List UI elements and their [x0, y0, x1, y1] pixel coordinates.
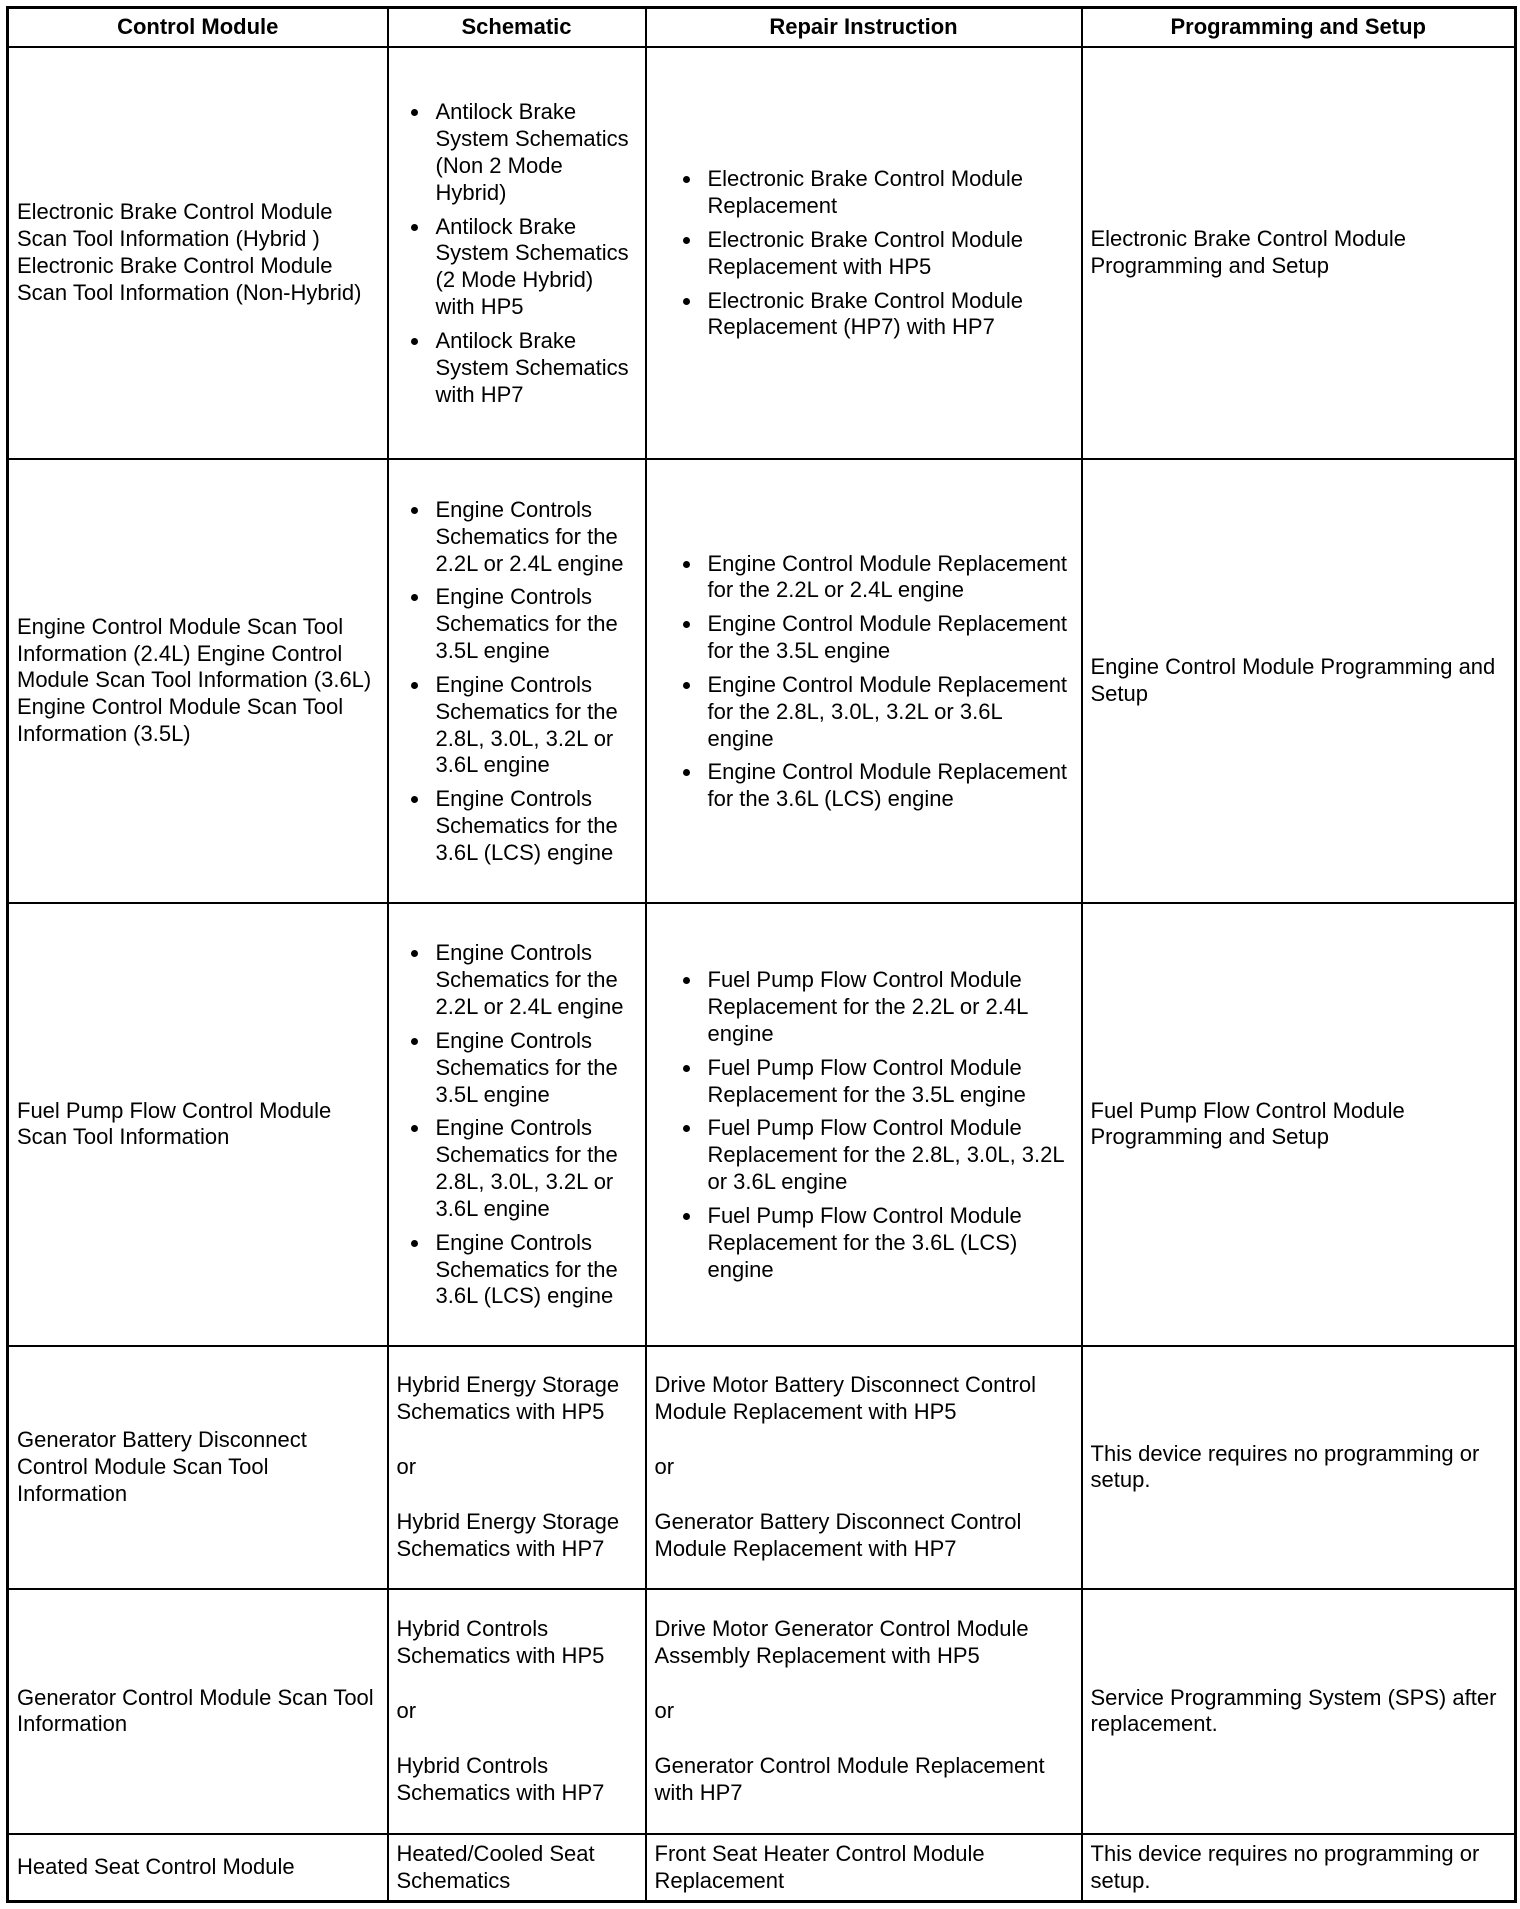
schematic-text: Hybrid Controls Schematics with HP7 — [396, 1752, 605, 1805]
repair-item: • Fuel Pump Flow Control Module Replacement for the 2.8L, 3.0L, 3.2L or 3.6L engine — [703, 1115, 1073, 1195]
repair-item: • Engine Control Module Replacement for the 3.6L (LCS) engine — [703, 759, 1073, 813]
or-separator: or — [654, 1453, 675, 1479]
header-row — [8, 8, 1516, 47]
repair-item: • Fuel Pump Flow Control Module Replacement for the 2.2L or 2.4L engine — [703, 967, 1073, 1047]
col-header-repair-instruction: Repair Instruction — [646, 8, 1082, 47]
repair-item: • Electronic Brake Control Module Replacement with HP5 — [703, 227, 1073, 281]
repair-item: • Engine Control Module Replacement for the 2.2L or 2.4L engine — [703, 551, 1073, 605]
schematic-item: • Engine Controls Schematics for the 3.5L engine — [431, 584, 637, 664]
table-row — [8, 1346, 1516, 1589]
schematic-list — [397, 497, 637, 867]
or-separator: or — [396, 1453, 417, 1479]
repair-instruction-cell — [646, 459, 1082, 903]
control-module-table — [6, 6, 1517, 1903]
repair-item: • Engine Control Module Replacement for the 2.8L, 3.0L, 3.2L or 3.6L engine — [703, 672, 1073, 752]
programming-setup-cell: Electronic Brake Control Module Programming and Setup — [1082, 47, 1516, 459]
repair-list — [655, 967, 1073, 1283]
schematic-item: • Antilock Brake System Schematics (Non 2 Mode Hybrid) — [431, 99, 637, 206]
table-row — [8, 47, 1516, 459]
repair-list — [655, 551, 1073, 813]
schematic-item: • Engine Controls Schematics for the 2.2L or 2.4L engine — [431, 940, 637, 1020]
schematic-cell — [388, 903, 646, 1346]
repair-list — [655, 166, 1073, 341]
schematic-cell — [388, 47, 646, 459]
control-module-cell: Fuel Pump Flow Control Module Scan Tool Information — [8, 903, 388, 1346]
repair-item: • Fuel Pump Flow Control Module Replacement for the 3.5L engine — [703, 1055, 1073, 1109]
control-module-cell: Generator Battery Disconnect Control Module Scan Tool Information — [8, 1346, 388, 1589]
schematic-item: • Antilock Brake System Schematics (2 Mode Hybrid) with HP5 — [431, 214, 637, 321]
repair-instruction-cell — [646, 1834, 1082, 1902]
table-row — [8, 1834, 1516, 1902]
col-header-programming-setup: Programming and Setup — [1082, 8, 1516, 47]
control-module-cell: Generator Control Module Scan Tool Information — [8, 1589, 388, 1834]
table-row — [8, 903, 1516, 1346]
repair-item: • Engine Control Module Replacement for the 3.5L engine — [703, 611, 1073, 665]
schematic-item: • Engine Controls Schematics for the 2.2L or 2.4L engine — [431, 497, 637, 577]
repair-instruction-cell — [646, 47, 1082, 459]
schematic-text: Heated/Cooled Seat Schematics — [396, 1840, 595, 1893]
programming-setup-cell: This device requires no programming or setup. — [1082, 1834, 1516, 1902]
repair-text: Front Seat Heater Control Module Replacement — [654, 1840, 985, 1893]
control-module-cell: Engine Control Module Scan Tool Information (2.4L) Engine Control Module Scan Tool Information (3.6L) Engine Control Module Scan Tool Information (3.5L) — [8, 459, 388, 903]
control-module-cell: Heated Seat Control Module — [8, 1834, 388, 1902]
schematic-cell — [388, 1589, 646, 1834]
or-separator: or — [654, 1697, 675, 1723]
schematic-list — [397, 99, 637, 408]
repair-text: Generator Battery Disconnect Control Module Replacement with HP7 — [654, 1508, 1022, 1561]
schematic-item: • Engine Controls Schematics for the 3.6L (LCS) engine — [431, 1230, 637, 1310]
repair-item: • Fuel Pump Flow Control Module Replacement for the 3.6L (LCS) engine — [703, 1203, 1073, 1283]
repair-text: Drive Motor Generator Control Module Assembly Replacement with HP5 — [654, 1616, 1029, 1669]
repair-text: Drive Motor Battery Disconnect Control Module Replacement with HP5 — [654, 1372, 1036, 1425]
programming-setup-cell: Service Programming System (SPS) after replacement. — [1082, 1589, 1516, 1834]
repair-item: • Electronic Brake Control Module Replacement — [703, 166, 1073, 220]
repair-instruction-cell — [646, 903, 1082, 1346]
schematic-list — [397, 940, 637, 1310]
col-header-schematic: Schematic — [388, 8, 646, 47]
schematic-text: Hybrid Energy Storage Schematics with HP7 — [396, 1508, 620, 1561]
schematic-item: • Antilock Brake System Schematics with HP7 — [431, 328, 637, 408]
programming-setup-cell: Fuel Pump Flow Control Module Programming and Setup — [1082, 903, 1516, 1346]
schematic-cell — [388, 1346, 646, 1589]
schematic-cell — [388, 1834, 646, 1902]
table-row — [8, 459, 1516, 903]
repair-instruction-cell — [646, 1589, 1082, 1834]
schematic-text: Hybrid Controls Schematics with HP5 — [396, 1616, 605, 1669]
schematic-item: • Engine Controls Schematics for the 2.8L, 3.0L, 3.2L or 3.6L engine — [431, 1115, 637, 1222]
table-row — [8, 1589, 1516, 1834]
repair-instruction-cell — [646, 1346, 1082, 1589]
schematic-cell — [388, 459, 646, 903]
schematic-item: • Engine Controls Schematics for the 2.8L, 3.0L, 3.2L or 3.6L engine — [431, 672, 637, 779]
schematic-text: Hybrid Energy Storage Schematics with HP5 — [396, 1372, 620, 1425]
programming-setup-cell: This device requires no programming or setup. — [1082, 1346, 1516, 1589]
repair-text: Generator Control Module Replacement with HP7 — [654, 1752, 1045, 1805]
or-separator: or — [396, 1697, 417, 1723]
schematic-item: • Engine Controls Schematics for the 3.6L (LCS) engine — [431, 786, 637, 866]
repair-item: • Electronic Brake Control Module Replacement (HP7) with HP7 — [703, 288, 1073, 342]
col-header-control-module: Control Module — [8, 8, 388, 47]
programming-setup-cell: Engine Control Module Programming and Setup — [1082, 459, 1516, 903]
control-module-cell: Electronic Brake Control Module Scan Tool Information (Hybrid ) Electronic Brake Control Module Scan Tool Information (Non-Hybrid) — [8, 47, 388, 459]
schematic-item: • Engine Controls Schematics for the 3.5L engine — [431, 1028, 637, 1108]
